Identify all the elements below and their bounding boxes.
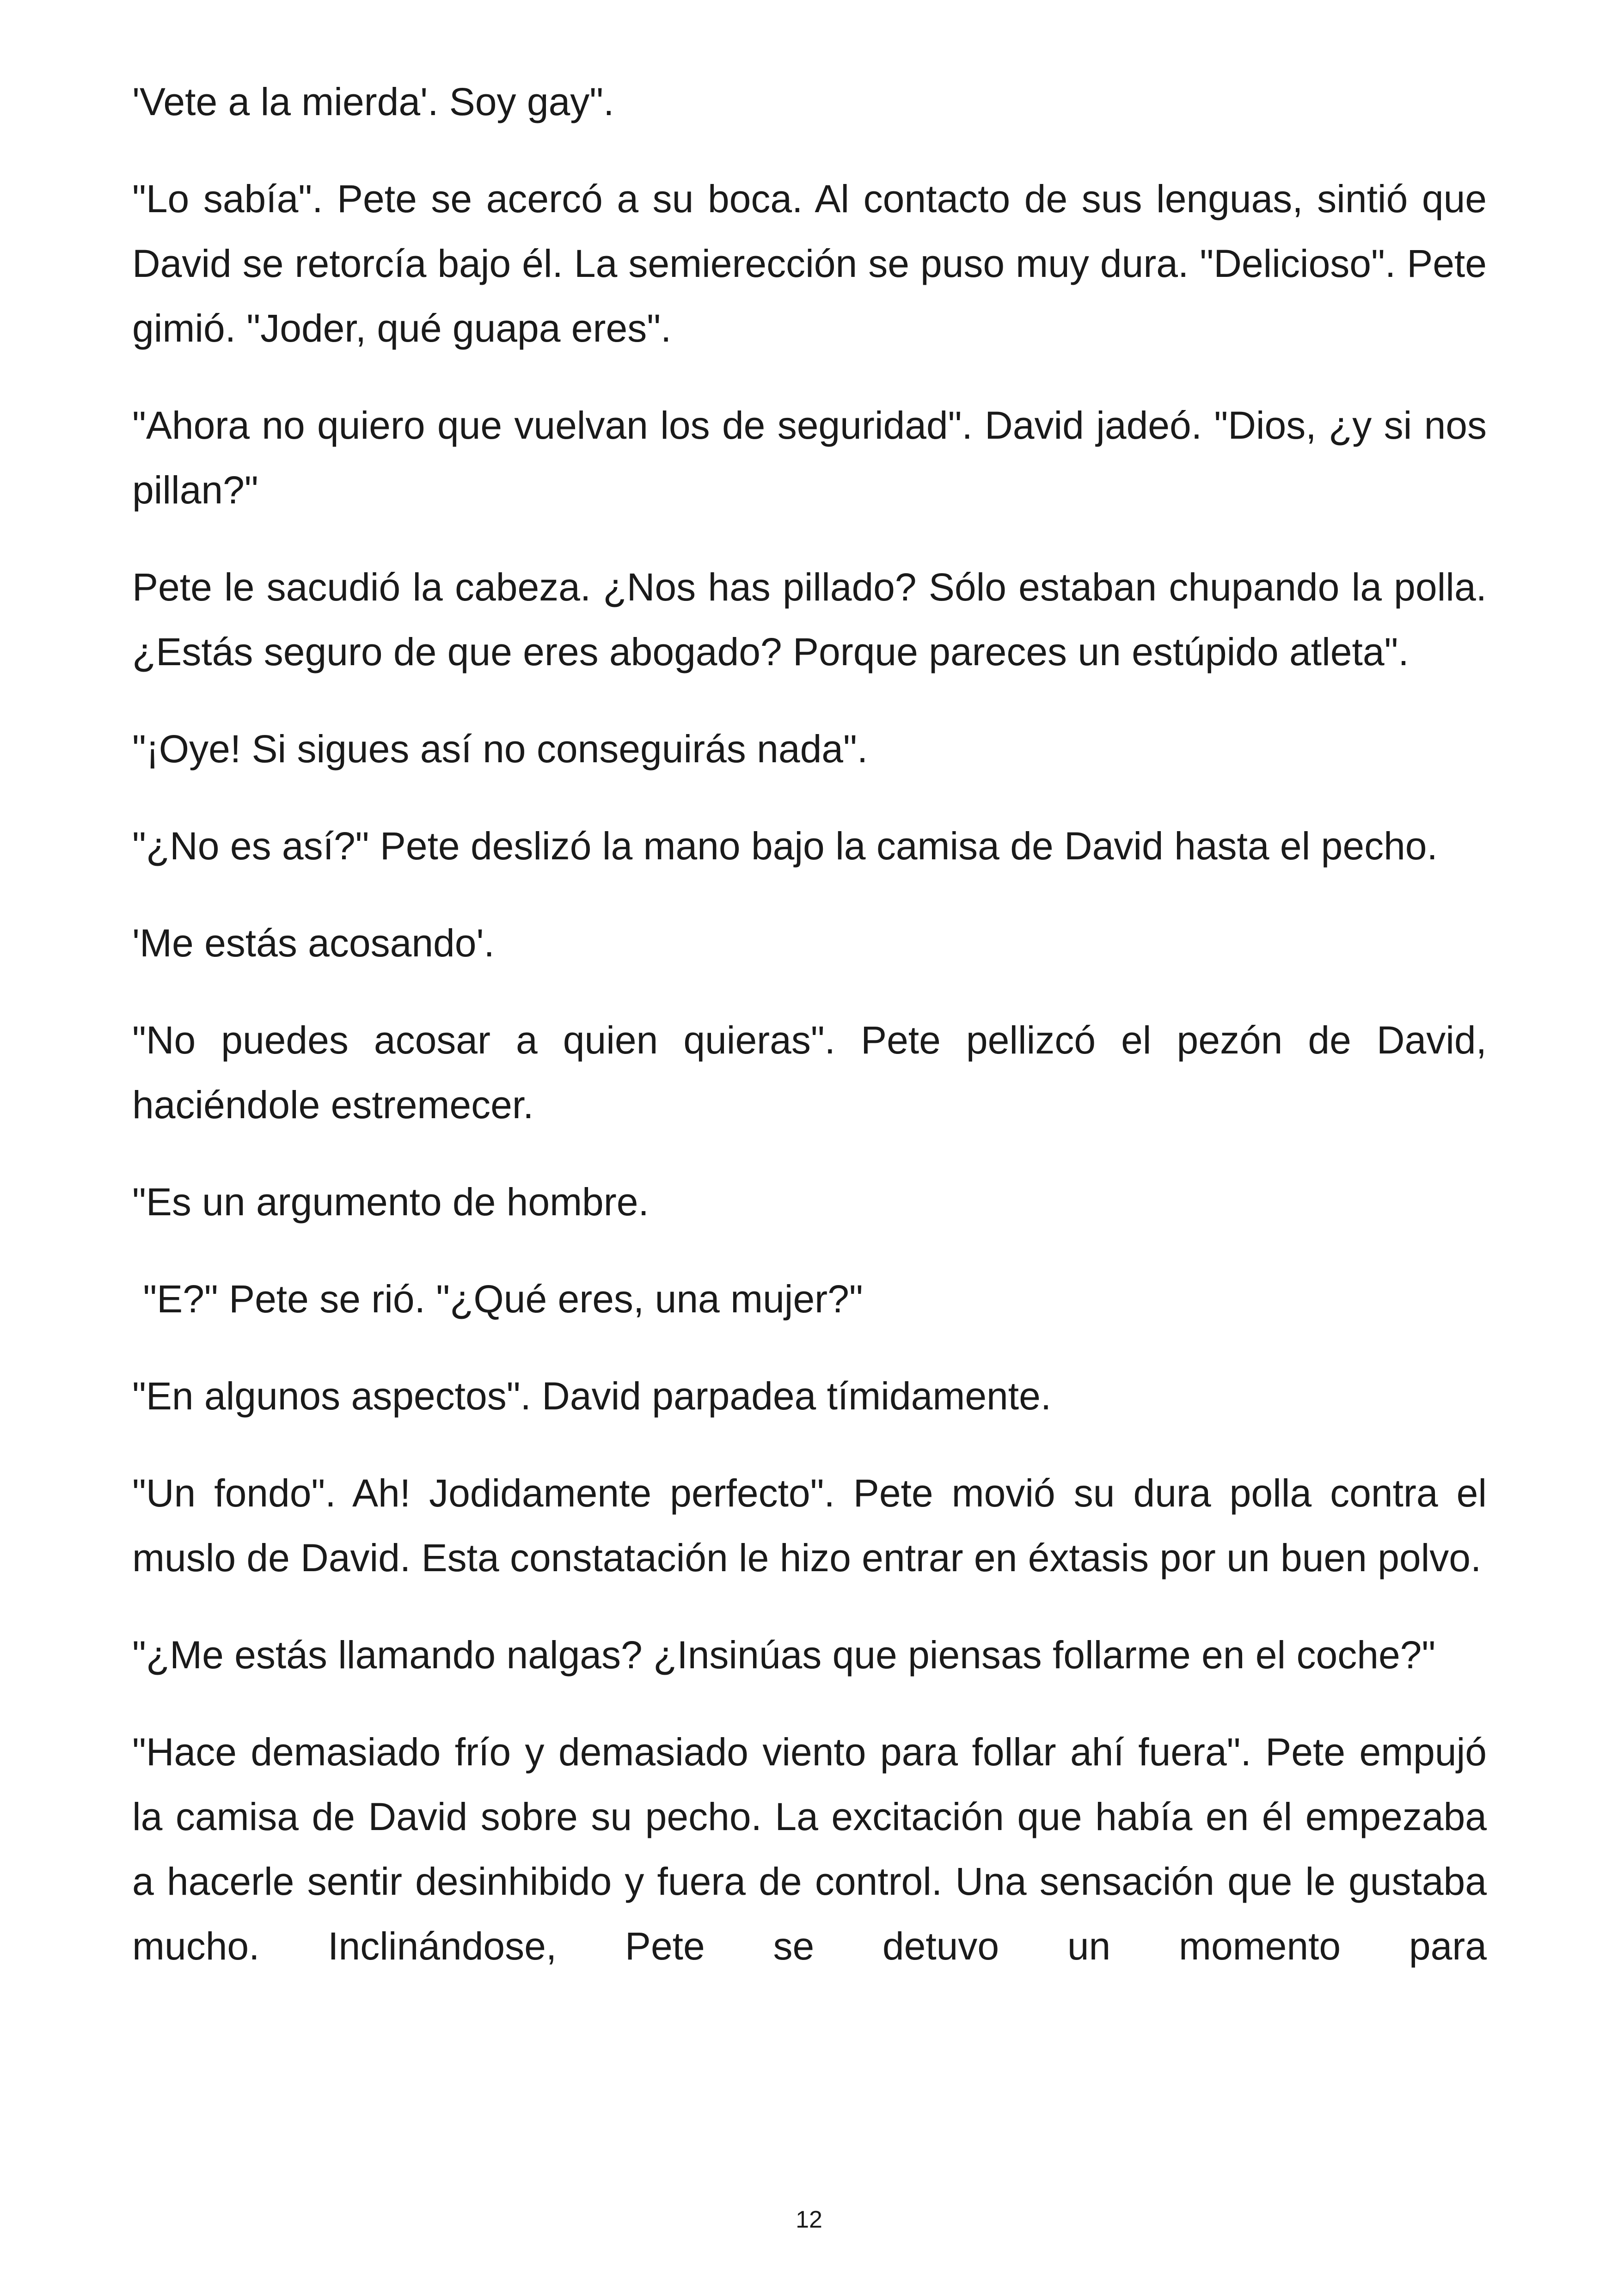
paragraph: 'Me estás acosando'. <box>132 921 495 965</box>
page-number: 12 <box>796 2206 822 2233</box>
paragraph: "No puedes acosar a quien quieras". Pete pellizcó el pezón de David, haciéndole estremecer. <box>132 1018 1487 1127</box>
body-text <box>132 69 1487 1978</box>
paragraph: "Un fondo". Ah! Jodidamente perfecto". Pete movió su dura polla contra el muslo de David. Esta constatación le hizo entrar en éxtasis por un buen polvo. <box>132 1471 1487 1580</box>
paragraph: "Lo sabía". Pete se acercó a su boca. Al contacto de sus lenguas, sintió que David se retorcía bajo él. La semierección se puso muy dura. "Delicioso". Pete gimió. "Joder, qué guapa eres". <box>132 177 1487 350</box>
paragraph: "Ahora no quiero que vuelvan los de seguridad". David jadeó. "Dios, ¿y si nos pillan?" <box>132 404 1487 512</box>
paragraph: 'Vete a la mierda'. Soy gay". <box>132 80 614 123</box>
paragraph: Pete le sacudió la cabeza. ¿Nos has pillado? Sólo estaban chupando la polla. ¿Estás seguro de que eres abogado? Porque pareces un estúpido atleta". <box>132 565 1487 673</box>
paragraph: "Es un argumento de hombre. <box>132 1180 649 1224</box>
paragraph: "¡Oye! Si sigues así no conseguirás nada". <box>132 727 868 771</box>
paragraph: "E?" Pete se rió. "¿Qué eres, una mujer?" <box>132 1277 863 1321</box>
paragraph: "Hace demasiado frío y demasiado viento para follar ahí fuera". Pete empujó la camisa de David sobre su pecho. La excitación que había en él empezaba a hacerle sentir desinhibido y fuera de control. Una sensación que le gustaba mucho. Inclinándose, Pete se detuvo un momento para <box>132 1730 1487 1968</box>
paragraph: "En algunos aspectos". David parpadea tímidamente. <box>132 1374 1052 1418</box>
paragraph: "¿No es así?" Pete deslizó la mano bajo la camisa de David hasta el pecho. <box>132 824 1438 868</box>
paragraph: "¿Me estás llamando nalgas? ¿Insinúas que piensas follarme en el coche?" <box>132 1633 1436 1677</box>
